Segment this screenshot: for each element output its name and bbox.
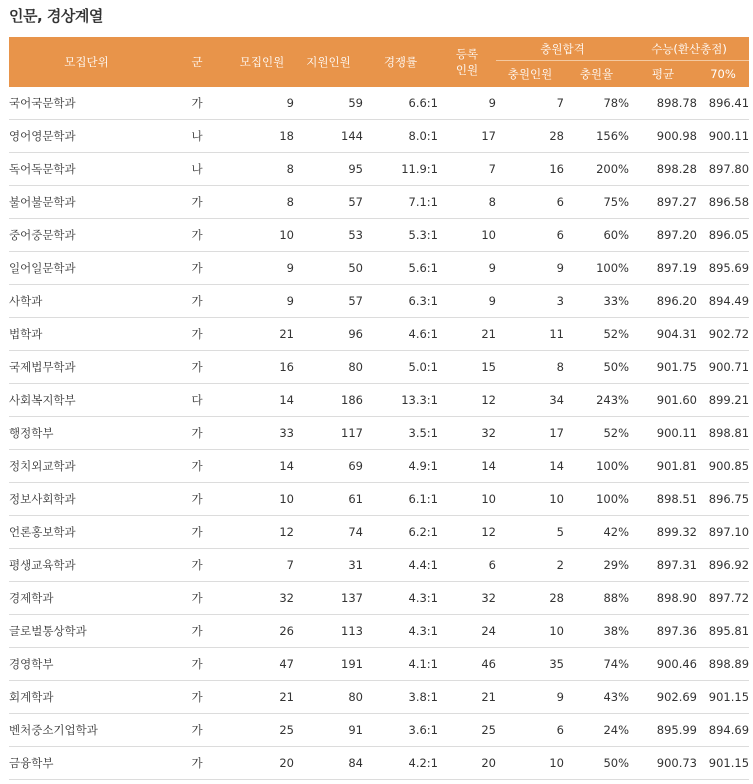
cell-unit: 언론홍보학과 xyxy=(9,516,164,549)
cell-group: 가 xyxy=(164,747,230,780)
cell-recruit: 21 xyxy=(230,318,294,351)
cell-group: 가 xyxy=(164,516,230,549)
cell-recruit: 10 xyxy=(230,219,294,252)
cell-applicants: 191 xyxy=(294,648,363,681)
cell-ratio: 4.1:1 xyxy=(363,648,438,681)
cell-group: 가 xyxy=(164,252,230,285)
cell-group: 가 xyxy=(164,549,230,582)
cell-recruit: 20 xyxy=(230,747,294,780)
table-row xyxy=(9,153,749,186)
cell-applicants: 57 xyxy=(294,186,363,219)
cell-registered: 46 xyxy=(438,648,496,681)
cell-ratio: 4.9:1 xyxy=(363,450,438,483)
cell-csat-70: 895.81 xyxy=(697,615,749,648)
cell-additional-rate: 74% xyxy=(564,648,629,681)
cell-additional-rate: 100% xyxy=(564,483,629,516)
cell-unit: 정보사회학과 xyxy=(9,483,164,516)
table-row xyxy=(9,417,749,450)
cell-ratio: 8.0:1 xyxy=(363,120,438,153)
cell-csat-avg: 896.20 xyxy=(629,285,697,318)
cell-additional-count: 14 xyxy=(496,450,564,483)
cell-unit: 회계학과 xyxy=(9,681,164,714)
cell-recruit: 32 xyxy=(230,582,294,615)
cell-additional-count: 35 xyxy=(496,648,564,681)
cell-group: 나 xyxy=(164,153,230,186)
cell-additional-count: 34 xyxy=(496,384,564,417)
cell-additional-rate: 200% xyxy=(564,153,629,186)
cell-csat-avg: 898.51 xyxy=(629,483,697,516)
cell-csat-avg: 897.27 xyxy=(629,186,697,219)
cell-additional-rate: 50% xyxy=(564,747,629,780)
cell-unit: 영어영문학과 xyxy=(9,120,164,153)
cell-recruit: 8 xyxy=(230,153,294,186)
cell-group: 가 xyxy=(164,582,230,615)
header-registered-line2: 인원 xyxy=(455,63,479,77)
cell-applicants: 95 xyxy=(294,153,363,186)
table-row xyxy=(9,615,749,648)
cell-additional-count: 11 xyxy=(496,318,564,351)
cell-csat-70: 902.72 xyxy=(697,318,749,351)
cell-recruit: 12 xyxy=(230,516,294,549)
cell-csat-70: 897.80 xyxy=(697,153,749,186)
header-csat-avg: 평균 xyxy=(629,61,697,88)
header-ratio: 경쟁률 xyxy=(363,37,438,87)
cell-csat-avg: 898.78 xyxy=(629,87,697,120)
header-registered xyxy=(438,37,496,87)
table-row xyxy=(9,318,749,351)
cell-group: 가 xyxy=(164,351,230,384)
cell-unit: 사회복지학부 xyxy=(9,384,164,417)
cell-recruit: 25 xyxy=(230,714,294,747)
cell-registered: 21 xyxy=(438,318,496,351)
cell-group: 가 xyxy=(164,318,230,351)
header-csat-70: 70% xyxy=(697,61,749,88)
cell-ratio: 7.1:1 xyxy=(363,186,438,219)
cell-applicants: 31 xyxy=(294,549,363,582)
cell-unit: 경제학과 xyxy=(9,582,164,615)
cell-ratio: 5.6:1 xyxy=(363,252,438,285)
cell-ratio: 6.3:1 xyxy=(363,285,438,318)
cell-applicants: 137 xyxy=(294,582,363,615)
cell-additional-rate: 33% xyxy=(564,285,629,318)
cell-additional-count: 16 xyxy=(496,153,564,186)
header-recruit: 모집인원 xyxy=(230,37,294,87)
cell-csat-70: 896.92 xyxy=(697,549,749,582)
cell-ratio: 11.9:1 xyxy=(363,153,438,186)
cell-registered: 20 xyxy=(438,747,496,780)
table-row xyxy=(9,285,749,318)
cell-csat-avg: 902.69 xyxy=(629,681,697,714)
cell-registered: 9 xyxy=(438,252,496,285)
cell-additional-rate: 243% xyxy=(564,384,629,417)
cell-unit: 독어독문학과 xyxy=(9,153,164,186)
cell-ratio: 4.2:1 xyxy=(363,747,438,780)
cell-unit: 국제법무학과 xyxy=(9,351,164,384)
cell-additional-count: 5 xyxy=(496,516,564,549)
cell-additional-count: 2 xyxy=(496,549,564,582)
cell-recruit: 18 xyxy=(230,120,294,153)
cell-csat-70: 894.49 xyxy=(697,285,749,318)
cell-csat-avg: 900.11 xyxy=(629,417,697,450)
table-row xyxy=(9,483,749,516)
cell-group: 가 xyxy=(164,285,230,318)
cell-csat-70: 896.41 xyxy=(697,87,749,120)
cell-recruit: 8 xyxy=(230,186,294,219)
cell-csat-70: 898.89 xyxy=(697,648,749,681)
cell-group: 가 xyxy=(164,648,230,681)
cell-applicants: 80 xyxy=(294,681,363,714)
cell-recruit: 9 xyxy=(230,285,294,318)
cell-additional-rate: 100% xyxy=(564,450,629,483)
header-unit: 모집단위 xyxy=(9,37,164,87)
table-row xyxy=(9,120,749,153)
cell-recruit: 21 xyxy=(230,681,294,714)
cell-applicants: 74 xyxy=(294,516,363,549)
cell-ratio: 4.3:1 xyxy=(363,615,438,648)
cell-csat-avg: 897.31 xyxy=(629,549,697,582)
cell-registered: 10 xyxy=(438,219,496,252)
cell-csat-avg: 900.46 xyxy=(629,648,697,681)
table-row xyxy=(9,219,749,252)
cell-additional-rate: 29% xyxy=(564,549,629,582)
header-registered-line1: 등록 xyxy=(455,47,479,61)
cell-unit: 벤처중소기업학과 xyxy=(9,714,164,747)
cell-applicants: 117 xyxy=(294,417,363,450)
cell-csat-avg: 899.32 xyxy=(629,516,697,549)
cell-unit: 금융학부 xyxy=(9,747,164,780)
cell-csat-avg: 901.60 xyxy=(629,384,697,417)
table-row xyxy=(9,252,749,285)
cell-csat-70: 897.10 xyxy=(697,516,749,549)
cell-unit: 법학과 xyxy=(9,318,164,351)
cell-csat-70: 899.21 xyxy=(697,384,749,417)
cell-registered: 7 xyxy=(438,153,496,186)
cell-recruit: 14 xyxy=(230,384,294,417)
table-row xyxy=(9,681,749,714)
cell-recruit: 7 xyxy=(230,549,294,582)
cell-additional-count: 10 xyxy=(496,483,564,516)
cell-recruit: 16 xyxy=(230,351,294,384)
cell-applicants: 61 xyxy=(294,483,363,516)
cell-additional-rate: 156% xyxy=(564,120,629,153)
cell-csat-avg: 901.75 xyxy=(629,351,697,384)
cell-unit: 글로벌통상학과 xyxy=(9,615,164,648)
cell-additional-count: 10 xyxy=(496,615,564,648)
cell-group: 다 xyxy=(164,384,230,417)
cell-ratio: 5.3:1 xyxy=(363,219,438,252)
cell-additional-count: 28 xyxy=(496,582,564,615)
cell-csat-avg: 900.98 xyxy=(629,120,697,153)
cell-recruit: 9 xyxy=(230,252,294,285)
cell-registered: 14 xyxy=(438,450,496,483)
cell-csat-avg: 897.20 xyxy=(629,219,697,252)
cell-additional-count: 8 xyxy=(496,351,564,384)
cell-unit: 평생교육학과 xyxy=(9,549,164,582)
cell-ratio: 6.2:1 xyxy=(363,516,438,549)
cell-additional-count: 6 xyxy=(496,219,564,252)
cell-additional-rate: 43% xyxy=(564,681,629,714)
table-body xyxy=(9,87,749,780)
cell-additional-count: 17 xyxy=(496,417,564,450)
cell-recruit: 26 xyxy=(230,615,294,648)
cell-ratio: 6.1:1 xyxy=(363,483,438,516)
cell-additional-count: 28 xyxy=(496,120,564,153)
cell-csat-70: 896.75 xyxy=(697,483,749,516)
cell-unit: 중어중문학과 xyxy=(9,219,164,252)
cell-group: 가 xyxy=(164,714,230,747)
cell-csat-avg: 895.99 xyxy=(629,714,697,747)
cell-csat-70: 900.71 xyxy=(697,351,749,384)
cell-csat-70: 897.72 xyxy=(697,582,749,615)
table-row xyxy=(9,648,749,681)
cell-ratio: 13.3:1 xyxy=(363,384,438,417)
cell-registered: 9 xyxy=(438,87,496,120)
cell-registered: 9 xyxy=(438,285,496,318)
cell-additional-rate: 75% xyxy=(564,186,629,219)
cell-ratio: 3.8:1 xyxy=(363,681,438,714)
cell-group: 나 xyxy=(164,120,230,153)
cell-applicants: 144 xyxy=(294,120,363,153)
cell-applicants: 50 xyxy=(294,252,363,285)
header-additional-rate: 충원율 xyxy=(564,61,629,88)
cell-recruit: 14 xyxy=(230,450,294,483)
cell-applicants: 80 xyxy=(294,351,363,384)
cell-ratio: 4.4:1 xyxy=(363,549,438,582)
cell-group: 가 xyxy=(164,615,230,648)
cell-registered: 32 xyxy=(438,582,496,615)
cell-csat-70: 895.69 xyxy=(697,252,749,285)
cell-group: 가 xyxy=(164,417,230,450)
cell-unit: 국어국문학과 xyxy=(9,87,164,120)
cell-registered: 10 xyxy=(438,483,496,516)
cell-ratio: 4.6:1 xyxy=(363,318,438,351)
cell-unit: 경영학부 xyxy=(9,648,164,681)
header-csat: 수능(환산총점) xyxy=(629,37,749,61)
page-title: 인문, 경상계열 xyxy=(9,7,103,25)
cell-csat-avg: 897.19 xyxy=(629,252,697,285)
table-row xyxy=(9,549,749,582)
cell-registered: 8 xyxy=(438,186,496,219)
cell-applicants: 57 xyxy=(294,285,363,318)
admissions-table xyxy=(9,37,749,780)
cell-additional-count: 6 xyxy=(496,714,564,747)
cell-csat-70: 900.11 xyxy=(697,120,749,153)
cell-additional-rate: 42% xyxy=(564,516,629,549)
cell-ratio: 6.6:1 xyxy=(363,87,438,120)
header-row-top xyxy=(9,37,749,61)
cell-additional-count: 6 xyxy=(496,186,564,219)
cell-unit: 사학과 xyxy=(9,285,164,318)
cell-unit: 행정학부 xyxy=(9,417,164,450)
cell-recruit: 10 xyxy=(230,483,294,516)
cell-unit: 일어일문학과 xyxy=(9,252,164,285)
cell-registered: 25 xyxy=(438,714,496,747)
cell-csat-70: 896.05 xyxy=(697,219,749,252)
cell-csat-avg: 898.90 xyxy=(629,582,697,615)
cell-additional-rate: 88% xyxy=(564,582,629,615)
cell-csat-70: 898.81 xyxy=(697,417,749,450)
cell-ratio: 5.0:1 xyxy=(363,351,438,384)
cell-additional-rate: 24% xyxy=(564,714,629,747)
cell-group: 가 xyxy=(164,219,230,252)
cell-recruit: 33 xyxy=(230,417,294,450)
table-row xyxy=(9,582,749,615)
cell-applicants: 84 xyxy=(294,747,363,780)
cell-csat-70: 900.85 xyxy=(697,450,749,483)
cell-applicants: 53 xyxy=(294,219,363,252)
table-row xyxy=(9,516,749,549)
cell-additional-count: 3 xyxy=(496,285,564,318)
cell-group: 가 xyxy=(164,186,230,219)
cell-registered: 17 xyxy=(438,120,496,153)
cell-registered: 15 xyxy=(438,351,496,384)
cell-additional-rate: 52% xyxy=(564,417,629,450)
cell-unit: 불어불문학과 xyxy=(9,186,164,219)
cell-registered: 24 xyxy=(438,615,496,648)
cell-applicants: 59 xyxy=(294,87,363,120)
table-row xyxy=(9,87,749,120)
cell-applicants: 186 xyxy=(294,384,363,417)
cell-additional-count: 9 xyxy=(496,252,564,285)
cell-registered: 6 xyxy=(438,549,496,582)
cell-registered: 32 xyxy=(438,417,496,450)
cell-registered: 21 xyxy=(438,681,496,714)
cell-csat-avg: 904.31 xyxy=(629,318,697,351)
cell-csat-avg: 900.73 xyxy=(629,747,697,780)
cell-additional-rate: 38% xyxy=(564,615,629,648)
table-row xyxy=(9,384,749,417)
header-group: 군 xyxy=(164,37,230,87)
header-additional-count: 충원인원 xyxy=(496,61,564,88)
cell-csat-avg: 898.28 xyxy=(629,153,697,186)
cell-additional-count: 9 xyxy=(496,681,564,714)
cell-ratio: 3.5:1 xyxy=(363,417,438,450)
cell-csat-avg: 901.81 xyxy=(629,450,697,483)
cell-applicants: 91 xyxy=(294,714,363,747)
table-row xyxy=(9,714,749,747)
cell-applicants: 96 xyxy=(294,318,363,351)
cell-applicants: 69 xyxy=(294,450,363,483)
cell-additional-count: 10 xyxy=(496,747,564,780)
cell-recruit: 47 xyxy=(230,648,294,681)
cell-recruit: 9 xyxy=(230,87,294,120)
cell-group: 가 xyxy=(164,483,230,516)
cell-registered: 12 xyxy=(438,516,496,549)
cell-unit: 정치외교학과 xyxy=(9,450,164,483)
cell-group: 가 xyxy=(164,681,230,714)
table-row xyxy=(9,351,749,384)
cell-csat-70: 901.15 xyxy=(697,681,749,714)
cell-registered: 12 xyxy=(438,384,496,417)
cell-additional-rate: 78% xyxy=(564,87,629,120)
cell-group: 가 xyxy=(164,450,230,483)
cell-additional-rate: 60% xyxy=(564,219,629,252)
cell-csat-avg: 897.36 xyxy=(629,615,697,648)
cell-ratio: 3.6:1 xyxy=(363,714,438,747)
cell-ratio: 4.3:1 xyxy=(363,582,438,615)
cell-additional-count: 7 xyxy=(496,87,564,120)
cell-csat-70: 901.15 xyxy=(697,747,749,780)
cell-applicants: 113 xyxy=(294,615,363,648)
cell-additional-rate: 50% xyxy=(564,351,629,384)
header-additional: 충원합격 xyxy=(496,37,629,61)
cell-csat-70: 894.69 xyxy=(697,714,749,747)
table-row xyxy=(9,186,749,219)
table-row xyxy=(9,450,749,483)
header-applicants: 지원인원 xyxy=(294,37,363,87)
cell-additional-rate: 52% xyxy=(564,318,629,351)
cell-csat-70: 896.58 xyxy=(697,186,749,219)
cell-group: 가 xyxy=(164,87,230,120)
table-row xyxy=(9,747,749,780)
cell-additional-rate: 100% xyxy=(564,252,629,285)
